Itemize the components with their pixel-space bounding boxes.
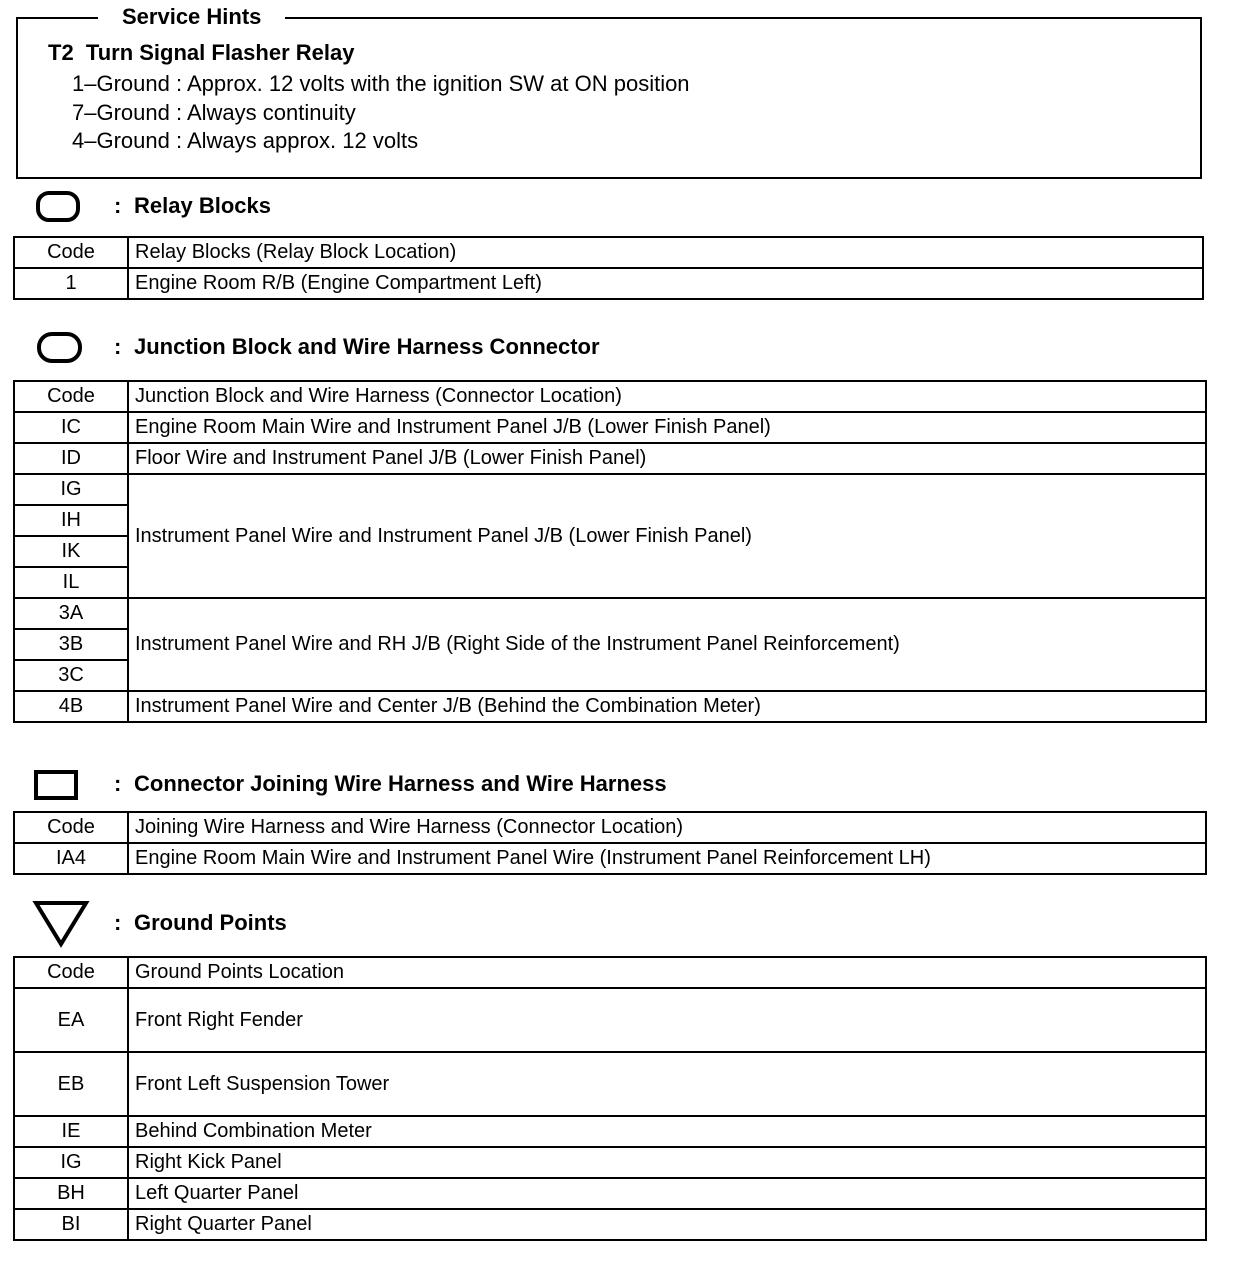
service-hints-subtitle: T2 Turn Signal Flasher Relay xyxy=(48,40,355,65)
junction-block-table xyxy=(13,380,1207,723)
table-row xyxy=(14,1116,1206,1147)
code-cell: 3A xyxy=(14,598,128,629)
rectangle-icon xyxy=(30,764,100,804)
description-cell: Front Right Fender xyxy=(128,988,1206,1052)
table-header-row xyxy=(14,237,1203,268)
description-cell: Left Quarter Panel xyxy=(128,1178,1206,1209)
connector-title: Connector Joining Wire Harness and Wire Harness xyxy=(134,771,667,796)
relay-blocks-title: Relay Blocks xyxy=(134,193,271,218)
description-cell: Behind Combination Meter xyxy=(128,1116,1206,1147)
triangle-down-icon xyxy=(30,898,100,948)
table-row xyxy=(14,268,1203,299)
code-cell: BH xyxy=(14,1178,128,1209)
rounded-rectangle-icon xyxy=(30,186,100,226)
heading-colon: : xyxy=(114,910,122,935)
code-cell: IG xyxy=(14,1147,128,1178)
code-header: Code xyxy=(14,237,128,268)
code-cell: IK xyxy=(14,536,128,567)
ground-points-table xyxy=(13,956,1207,1241)
connector-table xyxy=(13,811,1207,875)
table-row xyxy=(14,1052,1206,1116)
description-header: Relay Blocks (Relay Block Location) xyxy=(128,237,1203,268)
junction-block-heading xyxy=(30,327,600,367)
code-cell: BI xyxy=(14,1209,128,1240)
service-hints-box xyxy=(16,4,1202,179)
oval-icon xyxy=(30,327,100,367)
table-row xyxy=(14,1209,1206,1240)
connector-heading xyxy=(30,764,667,804)
description-header: Ground Points Location xyxy=(128,957,1206,988)
table-row xyxy=(14,1147,1206,1178)
relay-blocks-table xyxy=(13,236,1204,300)
ground-points-heading xyxy=(30,898,287,948)
relay-blocks-heading xyxy=(30,186,271,226)
code-cell: 3B xyxy=(14,629,128,660)
hint-line: 1–Ground : Approx. 12 volts with the ignition SW at ON position xyxy=(72,71,690,96)
description-cell: Floor Wire and Instrument Panel J/B (Lower Finish Panel) xyxy=(128,443,1206,474)
description-cell: Instrument Panel Wire and Center J/B (Behind the Combination Meter) xyxy=(128,691,1206,722)
code-cell: 1 xyxy=(14,268,128,299)
code-header: Code xyxy=(14,812,128,843)
code-cell: 4B xyxy=(14,691,128,722)
description-cell: Engine Room R/B (Engine Compartment Left) xyxy=(128,268,1203,299)
description-cell: Engine Room Main Wire and Instrument Panel J/B (Lower Finish Panel) xyxy=(128,412,1206,443)
heading-colon: : xyxy=(114,193,122,218)
table-header-row xyxy=(14,381,1206,412)
code-cell: EB xyxy=(14,1052,128,1116)
code-cell: 3C xyxy=(14,660,128,691)
description-cell: Engine Room Main Wire and Instrument Panel Wire (Instrument Panel Reinforcement LH) xyxy=(128,843,1206,874)
code-cell: IH xyxy=(14,505,128,536)
description-header: Joining Wire Harness and Wire Harness (Connector Location) xyxy=(128,812,1206,843)
table-header-row xyxy=(14,812,1206,843)
description-cell: Instrument Panel Wire and RH J/B (Right Side of the Instrument Panel Reinforcement) xyxy=(128,598,1206,691)
code-cell: ID xyxy=(14,443,128,474)
description-cell: Right Quarter Panel xyxy=(128,1209,1206,1240)
code-header: Code xyxy=(14,381,128,412)
description-cell: Right Kick Panel xyxy=(128,1147,1206,1178)
code-cell: EA xyxy=(14,988,128,1052)
hint-line: 4–Ground : Always approx. 12 volts xyxy=(72,128,419,153)
junction-block-title: Junction Block and Wire Harness Connector xyxy=(134,334,600,359)
ground-points-title: Ground Points xyxy=(134,910,287,935)
description-cell: Instrument Panel Wire and Instrument Panel J/B (Lower Finish Panel) xyxy=(128,474,1206,598)
code-cell: IA4 xyxy=(14,843,128,874)
description-header: Junction Block and Wire Harness (Connector Location) xyxy=(128,381,1206,412)
table-header-row xyxy=(14,957,1206,988)
heading-colon: : xyxy=(114,334,122,359)
table-row xyxy=(14,1178,1206,1209)
code-cell: IC xyxy=(14,412,128,443)
service-hints-title: Service Hints xyxy=(98,3,285,31)
table-row xyxy=(14,691,1206,722)
code-cell: IE xyxy=(14,1116,128,1147)
heading-colon: : xyxy=(114,771,122,796)
table-row xyxy=(14,412,1206,443)
table-row xyxy=(14,443,1206,474)
table-row xyxy=(14,474,1206,505)
table-row xyxy=(14,598,1206,629)
hint-line: 7–Ground : Always continuity xyxy=(72,100,356,125)
code-cell: IL xyxy=(14,567,128,598)
code-header: Code xyxy=(14,957,128,988)
code-cell: IG xyxy=(14,474,128,505)
table-row xyxy=(14,843,1206,874)
table-row xyxy=(14,988,1206,1052)
description-cell: Front Left Suspension Tower xyxy=(128,1052,1206,1116)
